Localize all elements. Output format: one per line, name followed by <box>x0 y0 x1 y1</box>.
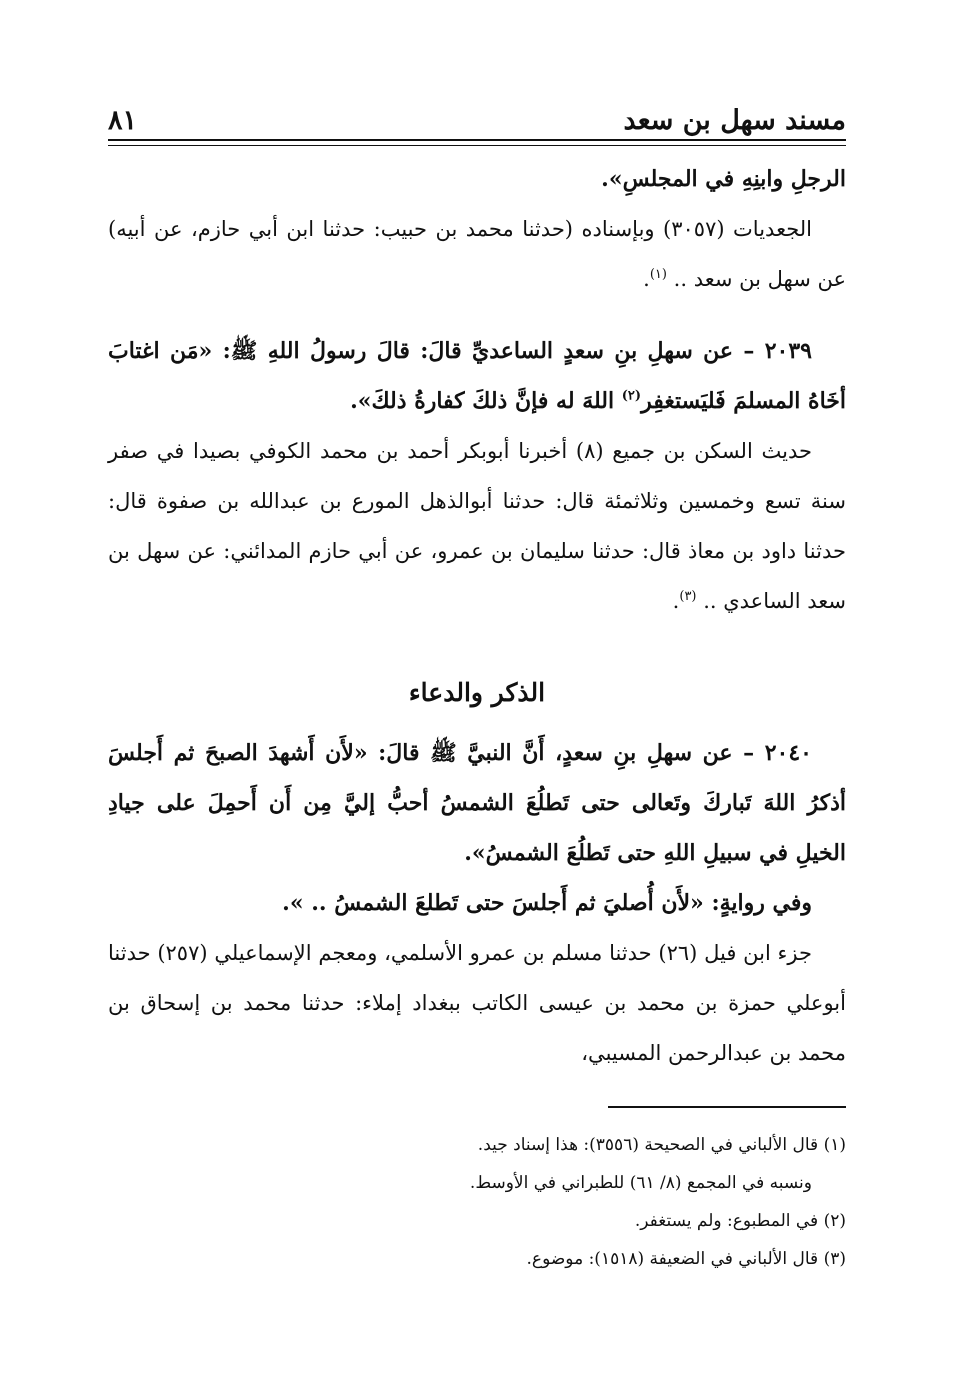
running-title: مسند سهل بن سعد <box>623 105 846 136</box>
footnote-3: (٣) قال الألباني في الضعيفة (١٥١٨): موضوع. <box>526 1249 846 1269</box>
footnote-ref-3: (٣) <box>679 589 697 604</box>
paragraph-riwaya: وفي روايةٍ: «لأَن أُصليَ ثم أَجلسَ حتى تَطلعَ الشمسُ .. ». <box>282 890 812 916</box>
paragraph-hadith-2039 <box>108 326 846 426</box>
footnote-ref-1: (١) <box>649 267 667 282</box>
section-heading: الذكر والدعاء <box>408 678 546 707</box>
paragraph-source-1: الجعديات (٣٠٥٧) وبإسناده (حدثنا محمد بن حبيب: حدثنا ابن أبي حازم، عن أبيه) عن سهل بن سعد .. $^{(١)}$. <box>108 217 846 291</box>
page-number: ٨١ <box>108 105 138 136</box>
header-rule-thin <box>108 145 846 146</box>
hadith-2039-part-2: اللهَ له فإنَّ ذلكَ كفارةُ ذلكَ». <box>350 388 615 414</box>
footnote-ref-2: (٢) <box>621 388 642 404</box>
paragraph-source-2: حديث السكن بن جميع (٨) أخبرنا أبوبكر أحمد بن محمد الكوفي بصيدا في صفر سنة تسع وخمسين وثلاثمئة قال: حدثنا أبوالذهل المورع بن عبدالله بن صفوة قال: حدثنا داود بن معاذ قال: حدثنا سليمان بن عمرو، عن أبي حازم المدائني: عن سهل بن سعد الساعدي .. $^{(٣)}$. <box>108 439 846 613</box>
footnotes <box>108 1126 846 1278</box>
page-header <box>108 96 846 136</box>
source-1-text: الجعديات (٣٠٥٧) وبإسناده (حدثنا محمد بن حبيب: حدثنا ابن أبي حازم، عن أبيه) عن سهل بن سعد .. <box>108 217 846 291</box>
paragraph-source-3: جزء ابن فيل (٢٦) حدثنا مسلم بن عمرو الأسلمي، ومعجم الإسماعيلي (٢٥٧) حدثنا أبوعلي حمزة بن محمد بن عيسى الكاتب ببغداد إملاء: حدثنا محمد بن إسحاق بن محمد بن عبدالرحمن المسيبي، <box>108 941 846 1065</box>
footnote-separator <box>608 1106 846 1108</box>
main-text <box>108 154 846 1078</box>
paragraph-hadith-continuation: الرجلِ وابنِهِ في المجلسِ». <box>601 166 846 192</box>
footnote-1: (١) قال الألباني في الصحيحة (٣٥٥٦): هذا إسناد جيد. <box>477 1135 846 1155</box>
footnote-1-continued: ونسبه في المجمع (٨/ ٦١) للطبراني في الأوسط. <box>469 1173 812 1193</box>
hadith-2039-part-1: ٢٠٣٩ – عن سهلِ بنِ سعدٍ الساعديِّ قالَ: قالَ رسولُ اللهِ ﷺ: «مَن اغتابَ أخَاهُ المسلمَ فَليَستغفِر <box>108 338 846 414</box>
footnote-2: (٢) في المطبوع: ولم يستغفر. <box>634 1211 846 1231</box>
header-rule-thick <box>108 139 846 141</box>
paragraph-hadith-2040: ٢٠٤٠ – عن سهلِ بنِ سعدٍ، أَنَّ النبيَّ ﷺ قالَ: «لأَن أَشهدَ الصبحَ ثم أَجلسَ أذكرُ اللهَ تَباركَ وتَعالى حتى تَطلُعَ الشمسُ أحبُّ إليَّ مِن أَن أَحمِلَ على جيادِ الخيلِ في سبيلِ اللهِ حتى تَطلُعَ الشمسُ». <box>108 740 846 866</box>
source-2-text: حديث السكن بن جميع (٨) أخبرنا أبوبكر أحمد بن محمد الكوفي بصيدا في صفر سنة تسع وخمسين وثلاثمئة قال: حدثنا أبوالذهل المورع بن عبدالله بن صفوة قال: حدثنا داود بن معاذ قال: حدثنا سليمان بن عمرو، عن أبي حازم المدائني: عن سهل بن سعد الساعدي .. <box>108 439 846 613</box>
